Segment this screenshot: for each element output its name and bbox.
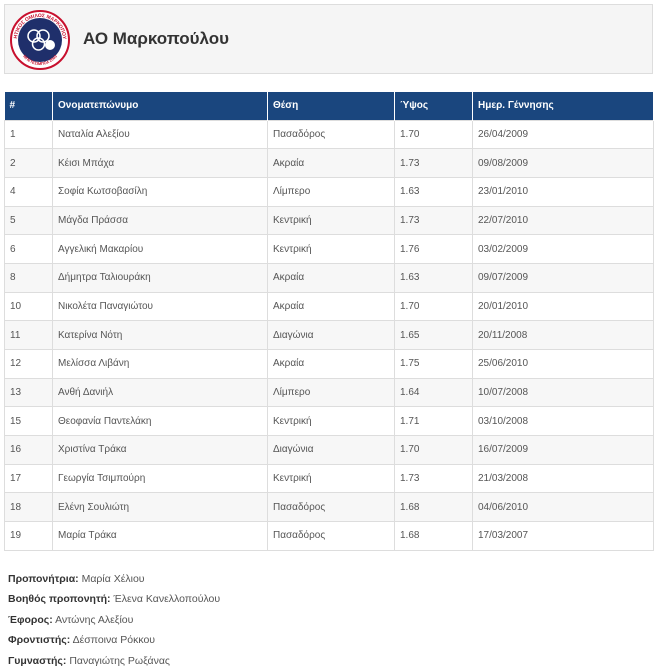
staff-name: Αντώνης Αλεξίου: [55, 613, 134, 626]
cell-position: Ακραία: [268, 263, 395, 292]
cell-position: Κεντρική: [268, 464, 395, 493]
cell-number: 13: [5, 378, 53, 407]
table-row[interactable]: [5, 206, 654, 235]
cell-height: 1.63: [395, 177, 473, 206]
cell-name: Κατερίνα Νότη: [53, 321, 268, 350]
cell-number: 17: [5, 464, 53, 493]
staff-item: [8, 651, 220, 671]
cell-height: 1.73: [395, 149, 473, 178]
cell-position: Κεντρική: [268, 206, 395, 235]
staff-name: Παναγιώτης Ρωξάνας: [69, 654, 170, 667]
cell-name: Ναταλία Αλεξίου: [53, 120, 268, 149]
team-header: [4, 4, 653, 74]
cell-height: 1.76: [395, 235, 473, 264]
cell-name: Σοφία Κωτσοβασίλη: [53, 177, 268, 206]
cell-height: 1.63: [395, 263, 473, 292]
cell-position: Ακραία: [268, 149, 395, 178]
staff-list: [8, 569, 220, 671]
staff-item: [8, 569, 220, 589]
cell-number: 16: [5, 436, 53, 465]
cell-birthdate: 09/07/2009: [473, 263, 654, 292]
table-row[interactable]: [5, 407, 654, 436]
cell-number: 6: [5, 235, 53, 264]
column-header-name[interactable]: Ονοματεπώνυμο: [53, 92, 268, 120]
cell-name: Μαρία Τράκα: [53, 522, 268, 551]
table-row[interactable]: [5, 120, 654, 149]
roster-table: [4, 92, 654, 551]
column-header-height[interactable]: Ύψος: [395, 92, 473, 120]
table-row[interactable]: [5, 321, 654, 350]
cell-height: 1.70: [395, 292, 473, 321]
cell-position: Λίμπερο: [268, 378, 395, 407]
cell-name: Δήμητρα Ταλιουράκη: [53, 263, 268, 292]
staff-role: Φροντιστής:: [8, 634, 71, 647]
cell-number: 8: [5, 263, 53, 292]
table-row[interactable]: [5, 378, 654, 407]
cell-position: Διαγώνια: [268, 436, 395, 465]
staff-role: Έφορος:: [8, 613, 53, 626]
table-row[interactable]: [5, 350, 654, 379]
cell-birthdate: 21/03/2008: [473, 464, 654, 493]
svg-text:ΑΘΛΗΤΙΚΟΣ ΟΜΙΛΟΣ ΜΑΡΚΟΠΟΥΛΟΥ: ΗΤΙΚΟΣ ΟΜΙΛΟΣ ΜΑΡΚΟΠΟΥ: [12, 12, 68, 40]
cell-position: Διαγώνια: [268, 321, 395, 350]
staff-item: [8, 610, 220, 630]
staff-role: Γυμναστής:: [8, 654, 67, 667]
cell-position: Πασαδόρος: [268, 120, 395, 149]
table-row[interactable]: [5, 522, 654, 551]
table-row[interactable]: [5, 263, 654, 292]
cell-name: Μάγδα Πράσσα: [53, 206, 268, 235]
page-title: ΑΟ Μαρκοπούλου: [83, 29, 230, 48]
column-header-number[interactable]: #: [5, 92, 53, 120]
cell-birthdate: 09/08/2009: [473, 149, 654, 178]
table-row[interactable]: [5, 464, 654, 493]
cell-height: 1.68: [395, 522, 473, 551]
cell-birthdate: 04/06/2010: [473, 493, 654, 522]
table-row[interactable]: [5, 235, 654, 264]
cell-birthdate: 26/04/2009: [473, 120, 654, 149]
cell-number: 19: [5, 522, 53, 551]
cell-name: Μελίσσα Λιβάνη: [53, 350, 268, 379]
table-row[interactable]: [5, 292, 654, 321]
cell-position: Πασαδόρος: [268, 522, 395, 551]
table-row[interactable]: [5, 493, 654, 522]
cell-height: 1.68: [395, 493, 473, 522]
staff-role: Προπονήτρια:: [8, 573, 79, 585]
column-header-position[interactable]: Θέση: [268, 92, 395, 120]
cell-position: Κεντρική: [268, 235, 395, 264]
cell-height: 1.70: [395, 120, 473, 149]
cell-name: Γεωργία Τσιμπούρη: [53, 464, 268, 493]
cell-number: 12: [5, 350, 53, 379]
cell-name: Κέισι Μπάχα: [53, 149, 268, 178]
cell-name: Χριστίνα Τράκα: [53, 436, 268, 465]
cell-number: 5: [5, 206, 53, 235]
cell-position: Ακραία: [268, 350, 395, 379]
cell-number: 11: [5, 321, 53, 350]
table-row[interactable]: [5, 149, 654, 178]
cell-name: Νικολέτα Παναγιώτου: [53, 292, 268, 321]
cell-height: 1.70: [395, 436, 473, 465]
svg-text:ΜΠΕΤΕΣΙΜΠΟΛ 2003: ΜΠΕΤΕΣΙΜΠΟΛ 2003: [22, 53, 58, 67]
cell-birthdate: 17/03/2007: [473, 522, 654, 551]
staff-name: Έλενα Κανελλοπούλου: [113, 593, 221, 606]
cell-birthdate: 22/07/2010: [473, 206, 654, 235]
staff-name: Μαρία Χέλιου: [81, 573, 145, 585]
staff-name: Δέσποινα Ρόκκου: [72, 634, 156, 647]
cell-birthdate: 03/10/2008: [473, 407, 654, 436]
cell-name: Ελένη Σουλιώτη: [53, 493, 268, 522]
cell-birthdate: 23/01/2010: [473, 177, 654, 206]
table-row[interactable]: [5, 177, 654, 206]
cell-height: 1.64: [395, 378, 473, 407]
cell-name: Θεοφανία Παντελάκη: [53, 407, 268, 436]
staff-item: [8, 589, 220, 609]
roster-body: [5, 120, 654, 550]
cell-height: 1.73: [395, 206, 473, 235]
cell-position: Κεντρική: [268, 407, 395, 436]
cell-position: Πασαδόρος: [268, 493, 395, 522]
cell-height: 1.75: [395, 350, 473, 379]
cell-birthdate: 10/07/2008: [473, 378, 654, 407]
staff-item: [8, 630, 220, 650]
staff-role: Βοηθός προπονητή:: [8, 593, 111, 606]
cell-number: 18: [5, 493, 53, 522]
cell-number: 10: [5, 292, 53, 321]
cell-number: 1: [5, 120, 53, 149]
team-logo: [10, 9, 70, 71]
cell-position: Λίμπερο: [268, 177, 395, 206]
cell-birthdate: 25/06/2010: [473, 350, 654, 379]
cell-position: Ακραία: [268, 292, 395, 321]
cell-name: Ανθή Δανιήλ: [53, 378, 268, 407]
table-header-row: [5, 92, 654, 120]
cell-birthdate: 16/07/2009: [473, 436, 654, 465]
cell-number: 2: [5, 149, 53, 178]
column-header-birthdate[interactable]: Ημερ. Γέννησης: [473, 92, 654, 120]
cell-number: 15: [5, 407, 53, 436]
cell-number: 4: [5, 177, 53, 206]
cell-height: 1.65: [395, 321, 473, 350]
table-row[interactable]: [5, 436, 654, 465]
cell-height: 1.71: [395, 407, 473, 436]
cell-birthdate: 03/02/2009: [473, 235, 654, 264]
cell-birthdate: 20/01/2010: [473, 292, 654, 321]
cell-name: Αγγελική Μακαρίου: [53, 235, 268, 264]
cell-height: 1.73: [395, 464, 473, 493]
cell-birthdate: 20/11/2008: [473, 321, 654, 350]
